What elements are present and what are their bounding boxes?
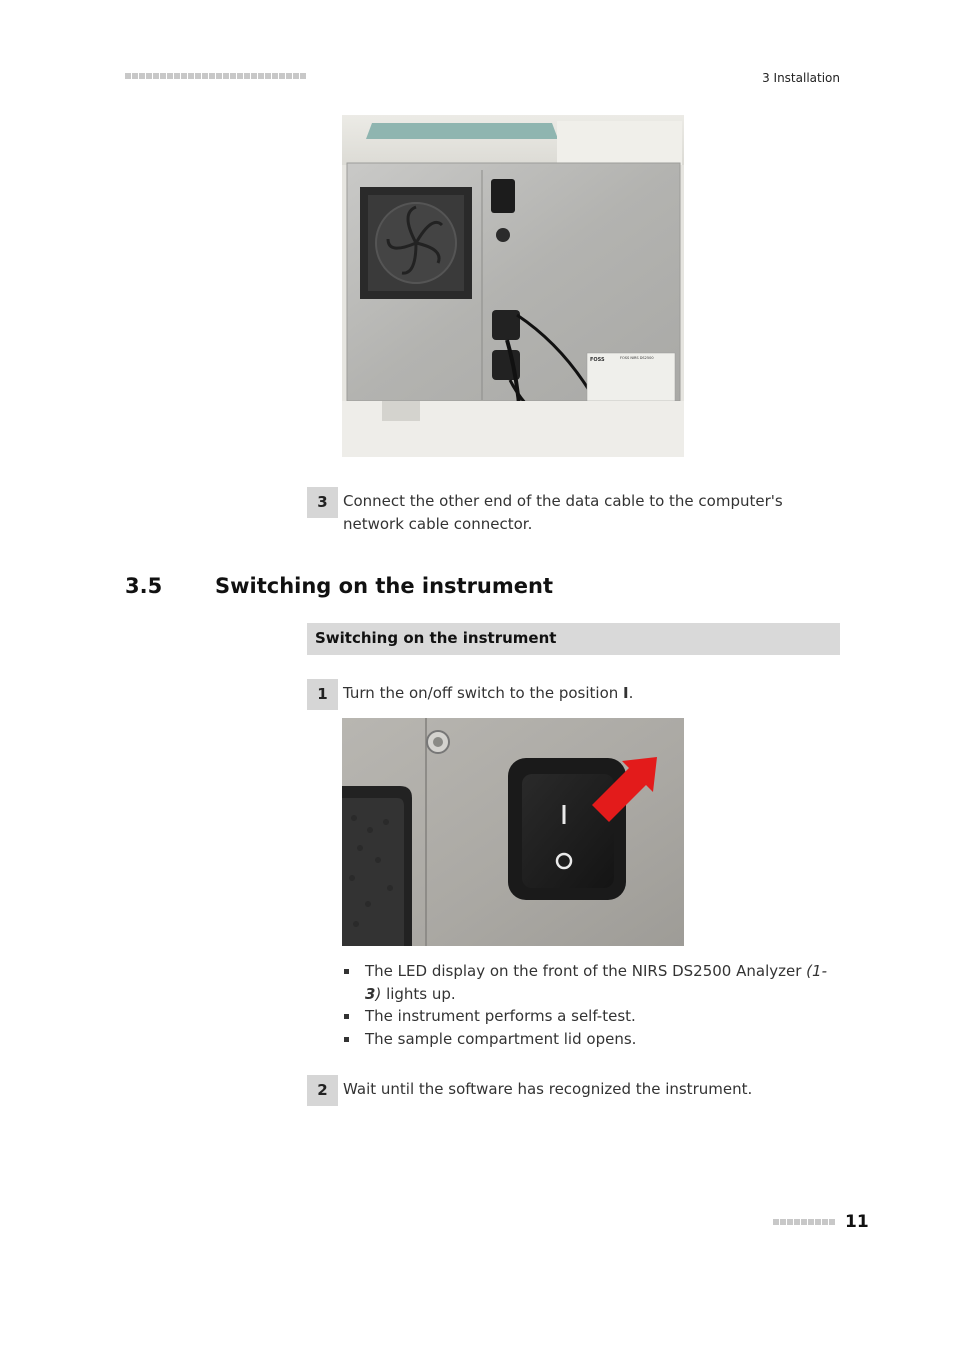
result-item <box>342 960 842 1005</box>
step-1-position: I <box>623 684 629 702</box>
step-1-text-before: Turn the on/off switch to the position <box>343 684 624 702</box>
step-1-text <box>343 682 843 705</box>
result-led-text: The LED display on the front of the NIRS DS2500 Analyzer <box>365 962 807 980</box>
procedure-title-bar: Switching on the instrument <box>307 623 840 655</box>
result-list <box>342 960 842 1050</box>
step-2-text: Wait until the software has recognized the instrument. <box>343 1080 753 1098</box>
figure-ref-close: ) <box>375 984 382 1003</box>
figure-ref-open: (1- <box>806 962 827 980</box>
result-led-tail: lights up. <box>381 984 456 1003</box>
result-item: The sample compartment lid opens. <box>342 1028 842 1051</box>
instrument-rear-illustration <box>342 115 684 457</box>
step-3-number: 3 <box>307 487 338 518</box>
header-section: 3 Installation <box>762 71 840 85</box>
label-model: FOSS NIRS DS2500 <box>620 356 654 360</box>
section-title: Switching on the instrument <box>215 574 553 598</box>
header-decoration <box>125 73 306 79</box>
figure-ref-number: 3 <box>365 984 376 1003</box>
page-number: 11 <box>845 1212 869 1232</box>
step-1-number: 1 <box>307 679 338 710</box>
footer-decoration <box>773 1219 835 1225</box>
result-item: The instrument performs a self-test. <box>342 1005 842 1028</box>
label-brand: FOSS <box>590 357 605 363</box>
switch-closeup-illustration <box>342 718 684 946</box>
switch-closeup-photo <box>342 718 684 946</box>
section-number: 3.5 <box>125 574 163 598</box>
instrument-rear-photo <box>342 115 684 457</box>
step-3-text: Connect the other end of the data cable to the computer's network cable connector. <box>343 492 783 533</box>
step-1-text-after: . <box>628 684 634 702</box>
step-2-number: 2 <box>307 1075 338 1106</box>
